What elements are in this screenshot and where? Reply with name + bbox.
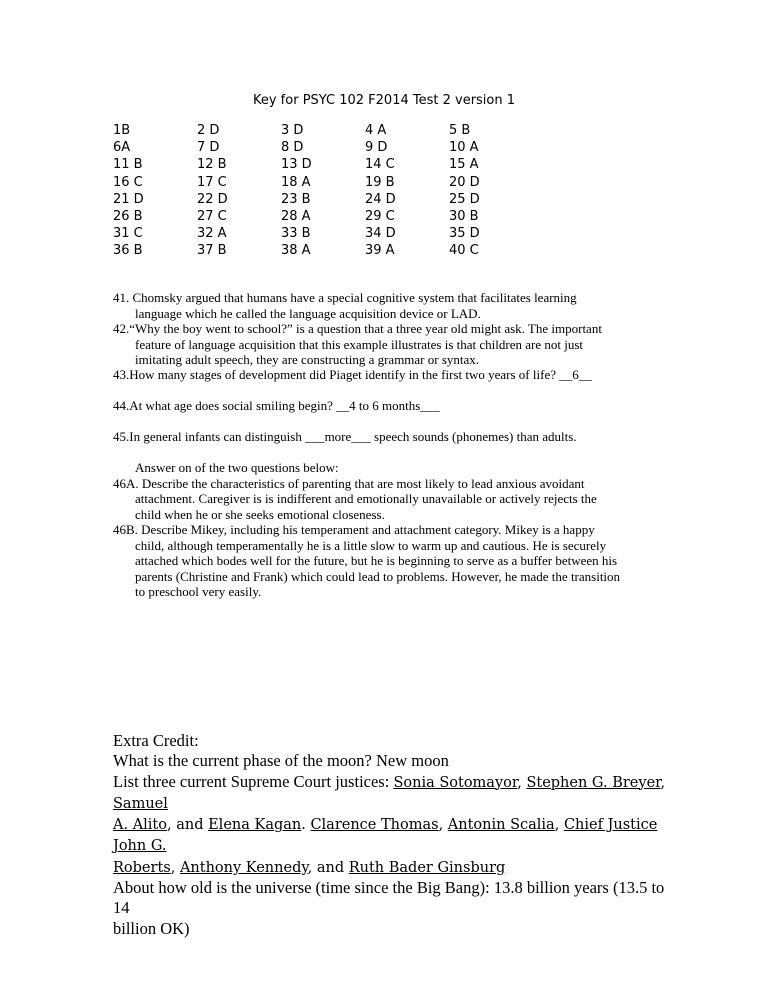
question-44 (113, 398, 673, 414)
answer-key-item: 24 D (365, 191, 396, 207)
answer-key-column-2 (197, 122, 281, 260)
answer-key-item: 12 B (197, 157, 227, 173)
question-42 (113, 321, 673, 368)
question-46a (113, 476, 673, 523)
answer-key-item: 25 D (449, 191, 480, 207)
question-45 (113, 429, 673, 445)
answer-key-item: 33 B (281, 226, 311, 242)
universe-question (113, 878, 673, 939)
answer-key-item: 30 B (449, 209, 479, 225)
justices-prompt: List three current Supreme Court justices: (113, 771, 394, 791)
question-line: imitating adult speech, they are constructing a grammar or syntax. (135, 352, 480, 367)
question-46b (113, 522, 673, 600)
answer-key-item: 29 C (365, 209, 395, 225)
question-line: child, although temperamentally he is a little slow to warm up and cautious. He is securely (135, 537, 607, 553)
answer-key-item: 10 A (449, 140, 479, 156)
justice-name: Clarence Thomas (310, 817, 439, 834)
answer-key-item: 35 D (449, 226, 480, 242)
justice-name: Antonin Scalia (447, 817, 555, 834)
separator: , and (307, 859, 349, 876)
justice-name: Sonia Sotomayor (393, 774, 518, 791)
answer-key-item: 16 C (113, 174, 143, 190)
separator: , (517, 774, 527, 791)
answer-key-item: 26 B (113, 209, 143, 225)
document-title: Key for PSYC 102 F2014 Test 2 version 1 (252, 93, 516, 108)
separator: , (438, 817, 448, 834)
answer-key-item: 11 B (113, 157, 143, 173)
justice-name: John G. (113, 838, 167, 855)
answer-key-column-4 (365, 122, 449, 260)
answer-key-item: 21 D (113, 191, 144, 207)
universe-line: billion OK) (113, 918, 190, 938)
question-line: 42.“Why the boy went to school?” is a question that a three year old might ask. The important (113, 321, 602, 336)
answer-key-item: 8 D (281, 140, 304, 156)
justice-name: Chief Justice (563, 817, 658, 834)
answer-key-item: 37 B (197, 243, 227, 259)
question-line: 46B. Describe Mikey, including his temperament and attachment category. Mikey is a happy (113, 522, 595, 537)
question-line: parents (Christine and Frank) which could lead to problems. However, he made the transition (135, 568, 621, 584)
moon-question: What is the current phase of the moon? New moon (113, 751, 449, 771)
answer-key-item: 4 A (365, 123, 387, 138)
question-line: attachment. Caregiver is is indifferent and emotionally unavailable or actively rejects the (135, 491, 597, 506)
answer-key-item: 2 D (197, 123, 220, 138)
question-line: 43.How many stages of development did Piaget identify in the first two years of life? __6__ (113, 367, 592, 382)
question-41 (113, 290, 673, 321)
question-line: language which he called the language acquisition device or LAD. (135, 305, 481, 321)
question-line: 41. Chomsky argued that humans have a special cognitive system that facilitates learning (113, 290, 577, 305)
answer-key-item: 36 B (113, 243, 143, 259)
question-line: 44.At what age does social smiling begin? __4 to 6 months___ (113, 398, 440, 413)
separator: , and (167, 817, 209, 834)
answer-key-item: 40 C (449, 243, 479, 259)
answer-key-item: 17 C (197, 174, 227, 190)
answer-key-column-1 (113, 122, 197, 260)
answer-key-item: 7 D (197, 140, 220, 156)
answer-key-column-3 (281, 122, 365, 260)
justice-name: Samuel (113, 795, 168, 812)
answer-key-item: 9 D (365, 140, 388, 156)
separator: , (170, 859, 180, 876)
answer-key-item: 15 A (449, 157, 479, 173)
question-line: feature of language acquisition that this example illustrates is that children are not just (135, 336, 584, 352)
answer-key-item: 6A (113, 140, 131, 156)
answer-key-item: 39 A (365, 243, 395, 259)
justice-name: Ruth Bader Ginsburg (348, 859, 506, 876)
answer-key-item: 31 C (113, 226, 143, 242)
extra-credit-section (113, 731, 673, 939)
answer-key-item: 34 D (365, 226, 396, 242)
justice-name: Anthony Kennedy (179, 859, 308, 876)
question-line: child when he or she seeks emotional closeness. (135, 506, 385, 522)
justice-name: A. Alito (113, 817, 167, 834)
extra-credit-heading: Extra Credit: (113, 731, 199, 750)
question-line: 45.In general infants can distinguish ___more___ speech sounds (phonemes) than adults. (113, 429, 577, 444)
answer-key-item: 3 D (281, 123, 304, 138)
separator: , (660, 774, 666, 791)
answer-key-item: 27 C (197, 209, 227, 225)
justices-question (113, 772, 673, 878)
answer-key-grid (113, 122, 533, 260)
answer-key-item: 18 A (281, 174, 311, 190)
justice-name: Stephen G. Breyer (526, 774, 661, 791)
answer-key-item: 32 A (197, 226, 227, 242)
question-line: 46A. Describe the characteristics of parenting that are most likely to lead anxious avoidant (113, 475, 585, 491)
justice-name: Elena Kagan (208, 817, 302, 834)
answer-key-item: 19 B (365, 174, 395, 190)
answer-key-item: 20 D (449, 174, 480, 190)
essay-instructions: Answer on of the two questions below: (135, 460, 339, 475)
question-43 (113, 367, 673, 383)
answer-key-item: 1B (113, 123, 131, 138)
essay-section (113, 460, 673, 600)
separator: . (301, 817, 311, 834)
separator: , (554, 817, 564, 834)
answer-key-item: 23 B (281, 191, 311, 207)
question-line: attached which bodes well for the future, but he is beginning to serve as a buffer between his (135, 553, 618, 568)
answer-key-item: 22 D (197, 191, 228, 207)
answer-key-item: 5 B (449, 123, 471, 138)
answer-key-item: 38 A (281, 243, 311, 259)
answer-key-item: 13 D (281, 157, 312, 173)
universe-line: About how old is the universe (time since the Big Bang): 13.8 billion years (13.5 to 14 (113, 878, 665, 918)
answer-key-item: 28 A (281, 209, 311, 225)
question-line: to preschool very easily. (135, 584, 262, 599)
answer-key-item: 14 C (365, 157, 395, 173)
answer-key-column-5 (449, 122, 533, 260)
justice-name: Roberts (113, 859, 171, 876)
